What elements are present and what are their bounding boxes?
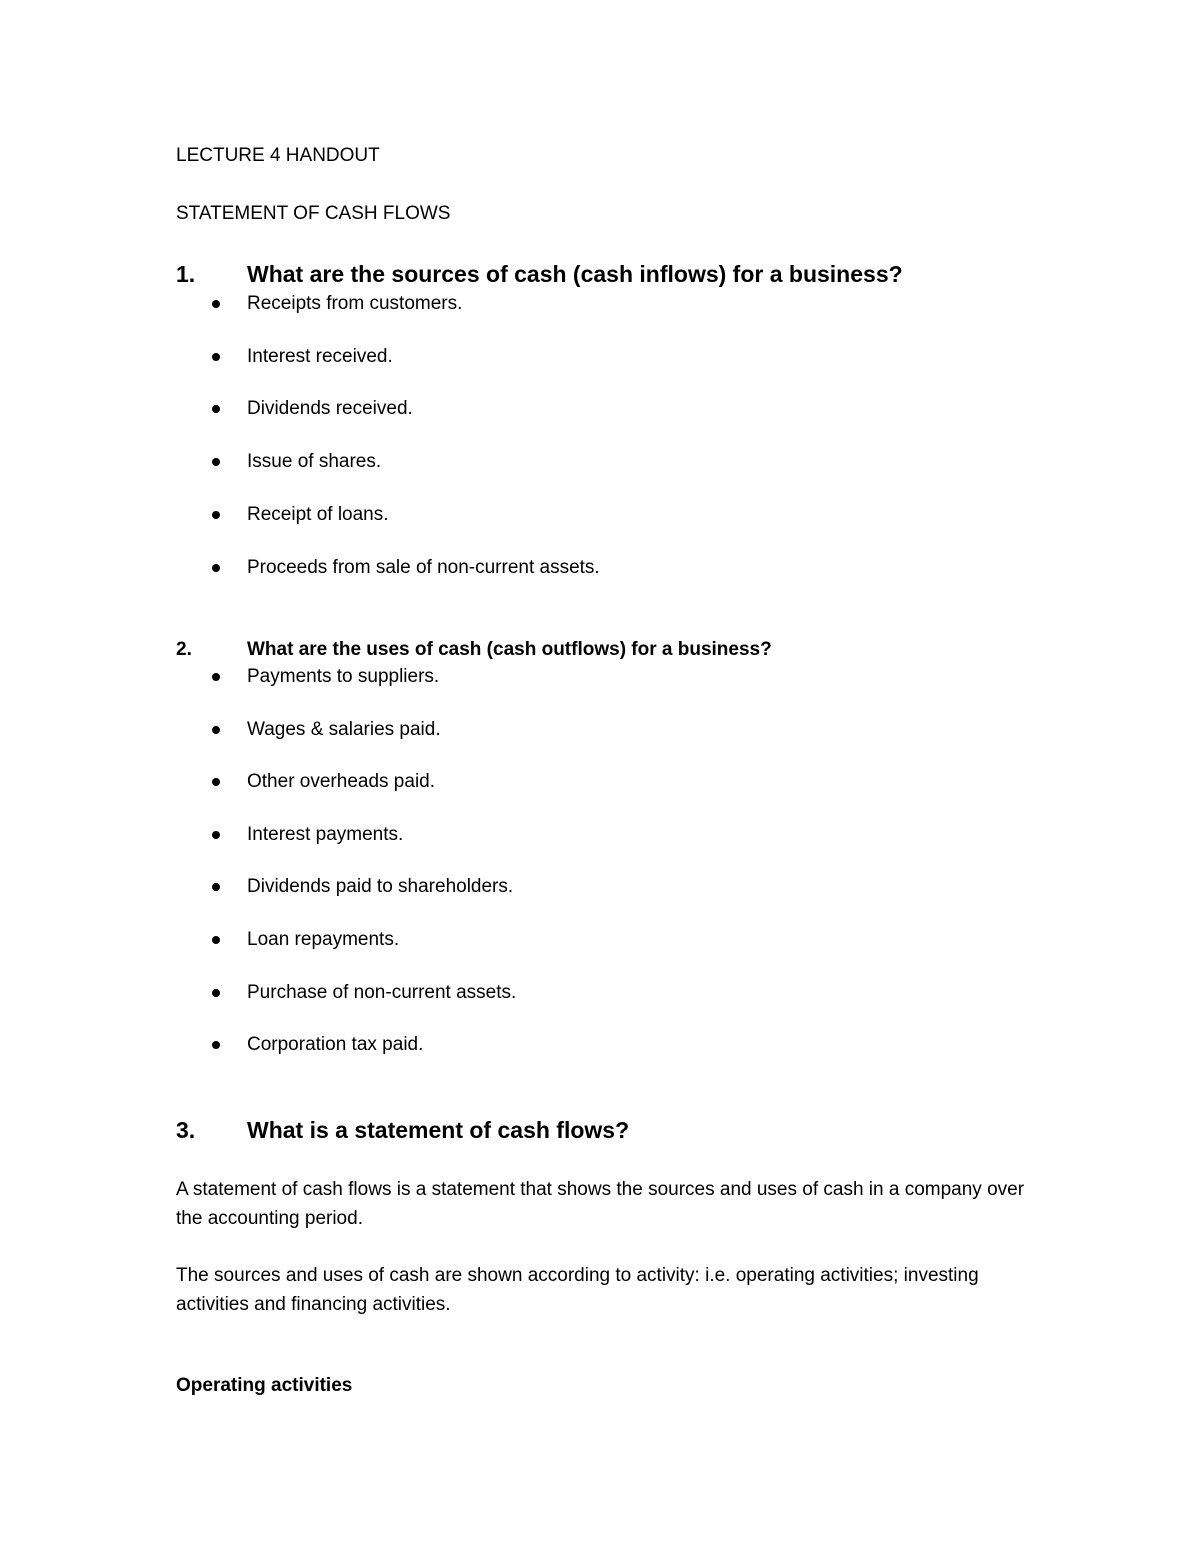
bullet-icon bbox=[212, 458, 220, 466]
bullet-icon bbox=[212, 936, 220, 944]
question-text: What are the uses of cash (cash outflows) for a business? bbox=[247, 639, 772, 660]
list-item-text: Dividends received. bbox=[247, 398, 413, 419]
list-item-text: Interest payments. bbox=[247, 824, 404, 845]
bullet-icon bbox=[212, 1041, 220, 1049]
list-item-text: Other overheads paid. bbox=[247, 771, 436, 792]
bullet-icon bbox=[212, 989, 220, 997]
question-text: What is a statement of cash flows? bbox=[247, 1117, 630, 1143]
paragraph: The sources and uses of cash are shown according to activity: i.e. operating activities; investing activities and financing activities. bbox=[176, 1265, 979, 1315]
list-item-text: Purchase of non-current assets. bbox=[247, 982, 517, 1003]
question-number: 1. bbox=[176, 261, 196, 287]
question-number: 2. bbox=[176, 639, 192, 660]
bullet-icon bbox=[212, 778, 220, 786]
document-title: LECTURE 4 HANDOUT bbox=[176, 145, 380, 166]
list-item-text: Issue of shares. bbox=[247, 451, 382, 472]
bullet-icon bbox=[212, 564, 220, 572]
question-text: What are the sources of cash (cash inflows) for a business? bbox=[247, 261, 903, 287]
bullet-icon bbox=[212, 673, 220, 681]
section-heading: Operating activities bbox=[176, 1375, 353, 1396]
bullet-icon bbox=[212, 511, 220, 519]
question-number: 3. bbox=[176, 1117, 196, 1143]
bullet-icon bbox=[212, 353, 220, 361]
bullet-icon bbox=[212, 300, 220, 308]
list-item-text: Payments to suppliers. bbox=[247, 666, 440, 687]
list-item-text: Proceeds from sale of non-current assets. bbox=[247, 557, 600, 578]
bullet-icon bbox=[212, 883, 220, 891]
list-item-text: Loan repayments. bbox=[247, 929, 400, 950]
bullet-icon bbox=[212, 831, 220, 839]
list-item-text: Wages & salaries paid. bbox=[247, 719, 441, 740]
list-item-text: Interest received. bbox=[247, 346, 393, 367]
paragraph: A statement of cash flows is a statement that shows the sources and uses of cash in a company over the accounting period. bbox=[176, 1179, 1025, 1229]
list-item-text: Dividends paid to shareholders. bbox=[247, 876, 514, 897]
list-item-text: Corporation tax paid. bbox=[247, 1034, 424, 1055]
bullet-icon bbox=[212, 726, 220, 734]
bullet-icon bbox=[212, 405, 220, 413]
list-item-text: Receipts from customers. bbox=[247, 293, 463, 314]
document-subtitle: STATEMENT OF CASH FLOWS bbox=[176, 203, 451, 224]
list-item-text: Receipt of loans. bbox=[247, 504, 389, 525]
